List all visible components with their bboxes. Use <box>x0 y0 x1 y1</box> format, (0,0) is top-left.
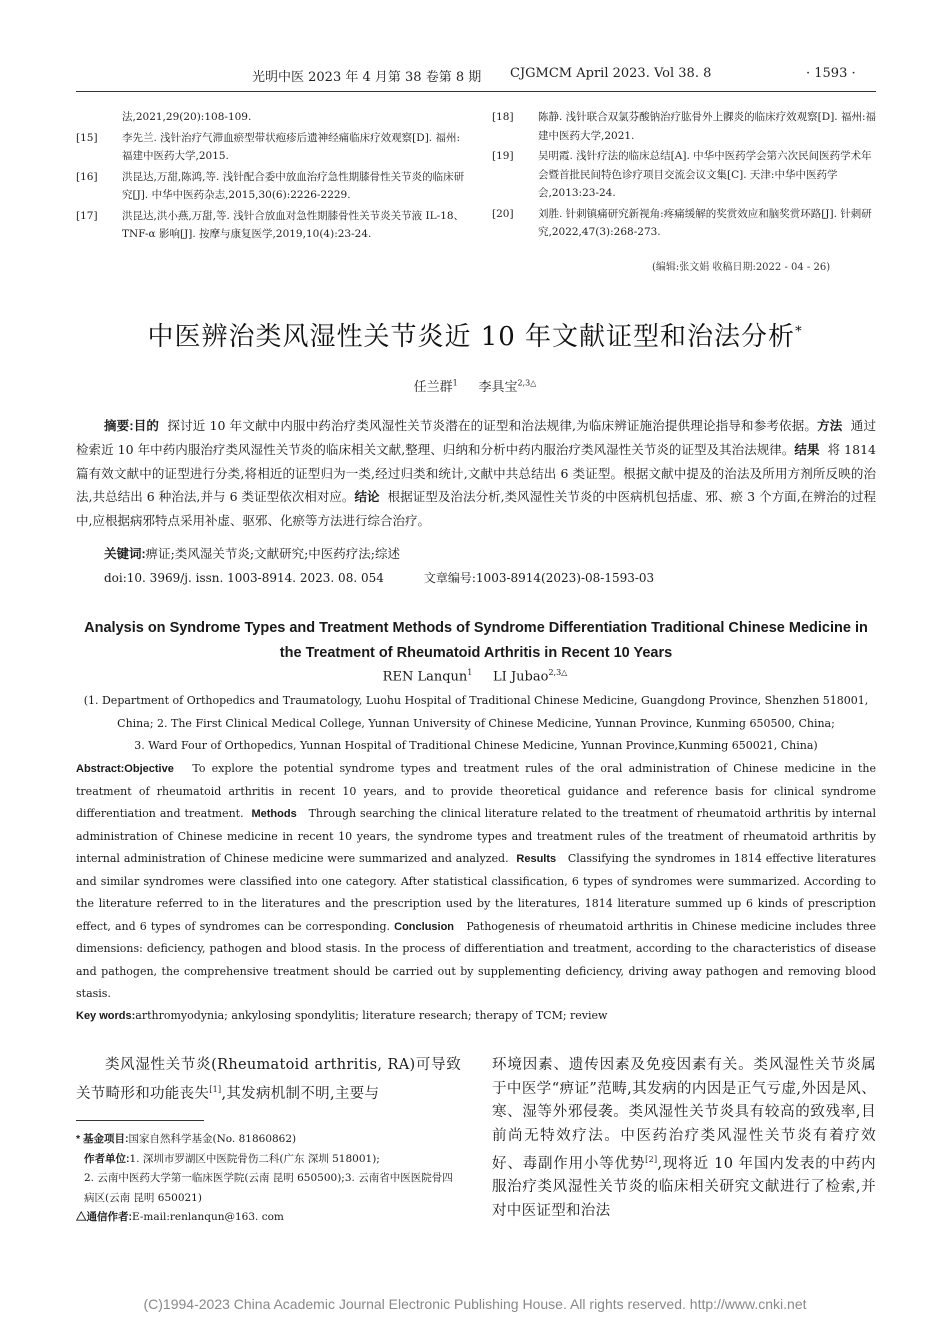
author-name: 任兰群 <box>413 380 453 395</box>
affiliations-en <box>76 690 876 758</box>
fund-note: * 基金项目:国家自然科学基金(No. 81860862) <box>76 1133 297 1145</box>
reference-item: [19] 吴明霞. 浅针疗法的临床总结[A]. 中华中医药学会第六次民间医药学术年会暨首批民间特色诊疗项目交流会议文集[C]. 天津:中华中医药学会,2013:23-24. <box>492 150 872 199</box>
page-number: · 1593 · <box>806 66 856 81</box>
reference-item: [17] 洪昆达,洪小燕,万甜,等. 浅针合放血对急性期膝骨性关节炎关节液 IL-18、TNF-α 影响[J]. 按摩与康复医学,2019,10(4):23-24. <box>76 209 465 240</box>
copyright-watermark: (C)1994-2023 China Academic Journal Electronic Publishing House. All rights reserved. http://www.cnki.net <box>143 1296 807 1312</box>
keywords-en: Key words:arthromyodynia; ankylosing spondylitis; literature research; therapy of TCM; review <box>76 1009 608 1022</box>
journal-header-en: CJGMCM April 2023. Vol 38. 8 <box>510 66 712 81</box>
author-name: REN Lanqun <box>382 669 468 685</box>
doi: doi:10. 3969/j. issn. 1003-8914. 2023. 08. 054 <box>104 571 384 585</box>
article-title-cn: 中医辨治类风湿性关节炎近 10 年文献证型和治法分析* <box>147 322 803 352</box>
author-name: 李具宝 <box>478 380 518 395</box>
reference-item: [18] 陈静. 浅针联合双氯芬酸钠治疗肱骨外上髁炎的临床疗效观察[D]. 福州:福建中医药大学,2021. <box>492 111 876 142</box>
article-number: 文章编号:1003-8914(2023)-08-1593-03 <box>423 571 655 585</box>
reference-item: [20] 刘胜. 针刺镇痛研究新视角:疼痛缓解的奖赏效应和脑奖赏环路[J]. 针刺研究,2022,47(3):268-273. <box>492 207 872 238</box>
body-column-right: 环境因素、遗传因素及免疫因素有关。类风湿性关节炎属于中医学“痹证”范畴,其发病的内因是正气亏虚,外因是风、寒、湿等外邪侵袭。类风湿性关节炎具有较高的致残率,目前尚无特效疗法。中医药治疗类风湿性关节炎有着疗效好、毒副作用小等优势[2],现将近 10 年国内发表的中药内服治疗类风湿性关节炎的临床相关研究文献进行了检索,并对中医证型和治法 <box>492 1057 876 1219</box>
affiliation-line: (1. Department of Orthopedics and Traumatology, Luohu Hospital of Traditional Chinese Medicine, Guangdong Province, Shenzhen 518001, <box>83 694 869 707</box>
authors-en: REN Lanqun$^1$ LI Jubao$^{2,3\triangle}$ <box>382 668 568 685</box>
affiliation-line: China; 2. The First Clinical Medical College, Yunnan University of Chinese Medicine, Yunnan Province, Kunming 650500, China; <box>117 716 835 730</box>
authors-cn: 任兰群$^1$ 李具宝$^{2,3\triangle}$ <box>413 378 537 395</box>
author-units-cont: 2. 云南中医药大学第一临床医学院(云南 昆明 650500);3. 云南省中医医院骨四病区(云南 昆明 650021) <box>84 1172 453 1204</box>
body-column-left: 类风湿性关节炎(Rheumatoid arthritis, RA)可导致关节畸形和功能丧失[1],其发病机制不明,主要与 <box>76 1057 461 1102</box>
title-footnote-mark: * <box>795 324 803 340</box>
reference-item: [15] 李先兰. 浅针治疗气滞血瘀型带状疱疹后遗神经痛临床疗效观察[D]. 福州:福建中医药大学,2015. <box>76 131 460 162</box>
editor-note: (编辑:张文娟 收稿日期:2022 - 04 - 26) <box>652 262 831 273</box>
header-divider <box>76 91 876 92</box>
journal-header-cn: 光明中医 2023 年 4 月第 38 卷第 8 期 <box>252 70 482 85</box>
footnote-divider <box>76 1120 204 1121</box>
citation: [2] <box>645 1155 658 1164</box>
article-title-en: Analysis on Syndrome Types and Treatment Methods of Syndrome Differentiation Traditional Chinese Medicine in the Treatment of Rheumatoid Arthritis in Recent 10 Years <box>84 620 868 661</box>
references-right <box>492 108 876 242</box>
author-units: 作者单位:1. 深圳市罗湖区中医院骨伤二科(广东 深圳 518001); <box>84 1152 380 1165</box>
keywords-cn: 关键词:痹证;类风湿关节炎;文献研究;中医药疗法;综述 <box>104 546 401 561</box>
abstract-en: Abstract:Objective To explore the potential syndrome types and treatment rules of the oral administration of Chinese medicine in the treatment of rheumatoid arthritis in recent 10 years, and to provide theoretical guidance and reference basis for clinical syndrome differentiation and treatment. Methods Through searching the clinical literature related to the treatment of rheumatoid arthritis by internal administration of Chinese medicine in recent 10 years, the syndrome types and treatment rules of the treatment of rheumatoid arthritis by internal administration of Chinese medicine were summarized and analyzed. Results Classifying the syndromes in 1814 effective literatures and similar syndromes were classified into one category. After statistical classification, 6 types of syndromes were summarized. According to the literature referred to in the literatures and the prescription used by the literatures, 1814 literature summed up 6 kinds of prescription effect, and 6 types of syndromes can be corresponding. Conclusion Pathogenesis of rheumatoid arthritis in Chinese medicine includes three dimensions: deficiency, pathogen and blood stasis. In the process of differentiation and treatment, according to the characteristics of disease and pathogen, the comprehensive treatment should be carried out by supplementing deficiency, driving away pathogen and removing blood stasis. <box>76 762 876 1000</box>
author-name: LI Jubao <box>493 669 549 685</box>
abstract-cn: 摘要:目的 探讨近 10 年文献中内服中药治疗类风湿性关节炎潜在的证型和治法规律,为临床辨证施治提供理论指导和参考依据。方法 通过检索近 10 年中药内服治疗类风湿性关节炎的临床相关文献,整理、归纳和分析中药内服治疗类风湿性关节炎的证型及其治法规律。结果 将 1814 篇有效文献中的证型进行分类,将相近的证型归为一类,经过归类和统计,文献中共总结出 6 类证型。根据文献中提及的治法及所用方剂所反映的治法,共总结出 6 种治法,并与 6 类证型依次相对应。结论 根据证型及治法分析,类风湿性关节炎的中医病机包括虚、邪、瘀 3 个方面,在辨治的过程中,应根据病邪特点采用补虚、驱邪、化瘀等方法进行综合治疗。 <box>76 418 876 528</box>
references-left <box>76 108 468 244</box>
footnotes <box>76 1130 461 1228</box>
doi-line <box>104 569 654 586</box>
reference-item: [16] 洪昆达,万甜,陈鸿,等. 浅针配合委中放血治疗急性期膝骨性关节炎的临床研究[J]. 中华中医药杂志,2015,30(6):2226-2229. <box>76 170 465 201</box>
reference-item: 法,2021,29(20):108-109. <box>122 111 252 123</box>
corresponding-author: △通信作者:E-mail:renlanqun@163. com <box>76 1211 284 1223</box>
citation: [1] <box>209 1084 222 1094</box>
affiliation-line: 3. Ward Four of Orthopedics, Yunnan Hospital of Traditional Chinese Medicine, Yunnan Province,Kunming 650021, China) <box>134 739 818 752</box>
